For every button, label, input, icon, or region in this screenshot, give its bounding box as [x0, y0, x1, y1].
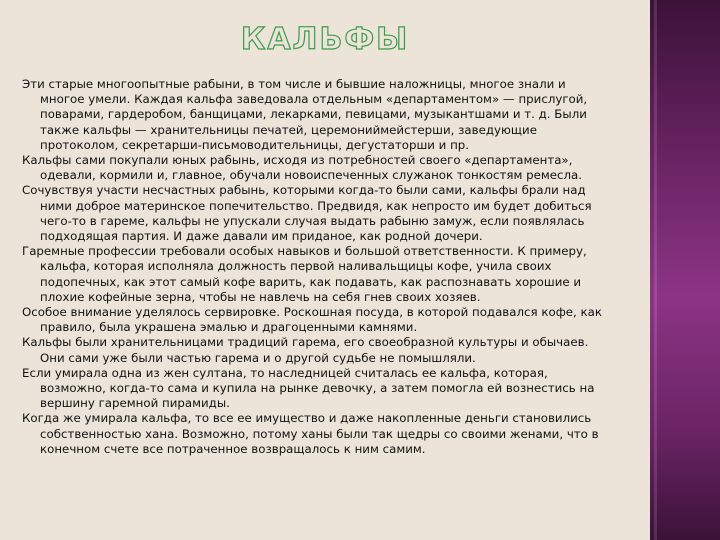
paragraph-property: Когда же умирала кальфа, то все ее имущество и даже накопленные деньги становились собственностью хана. Возможно, потому ханы были так щедры со своими женами, что в конечном счете все потраченное возвращалось к ним самим.: [22, 411, 599, 456]
paragraph-duties: Эти старые многоопытные рабыни, в том числе и бывшие наложницы, многое знали и многое умели. Каждая кальфа заведовала отдельным «департаментом» — прислугой, поварами, гардеробом, банщицами, лекарками, певицами, музыкантшами и т. д. Были также кальфы — хранительницы печатей, церемониймейстерши, заведующие протоколом, секретарши-письмоводительницы, дегустаторши и пр.: [22, 77, 588, 152]
decorative-side-band: [650, 0, 720, 540]
paragraph-professions: Гаремные профессии требовали особых навыков и большой ответственности. К примеру, кальфа, которая исполняла должность первой наливальщицы кофе, учила своих подопечных, как этот самый кофе варить, как подавать, как распознавать хорошие и плохие кофейные зерна, чтобы не навлечь на себя гнев своих хозяев.: [22, 244, 587, 304]
slide-body-text: [22, 77, 612, 457]
paragraph-buying-slaves: Кальфы сами покупали юных рабынь, исходя из потребностей своего «департамента», одевали, кормили и, главное, обучали новоиспеченных служанок тонкостям ремесла.: [22, 153, 583, 183]
decorative-side-stripe: [654, 0, 657, 540]
paragraph-inheritance: Если умирала одна из жен султана, то наследницей считалась ее кальфа, которая, возможно, когда-то сама и купила на рынке девочку, а затем помогла ей вознестись на вершину гаремной пирамиды.: [22, 365, 595, 411]
paragraph-care: Сочувствуя участи несчастных рабынь, которыми когда-то были сами, кальфы брали над ними доброе материнское попечительство. Предвидя, как непросто им будет добиться чего-то в гареме, кальфы не упускали случая выдать рабыню замуж, если появлялась подходящая партия. И даже давали им приданое, как родной дочери.: [22, 183, 592, 244]
paragraph-traditions: Кальфы были хранительницами традиций гарема, его своеобразной культуры и обычаев. Они сами уже были частью гарема и о другой судьбе не помышляли.: [22, 335, 589, 365]
paragraph-serving: Особое внимание уделялось сервировке. Роскошная посуда, в которой подавался кофе, как правило, была украшена эмалью и драгоценными камнями.: [22, 305, 603, 335]
slide-title: КАЛЬФЫ: [240, 22, 410, 57]
